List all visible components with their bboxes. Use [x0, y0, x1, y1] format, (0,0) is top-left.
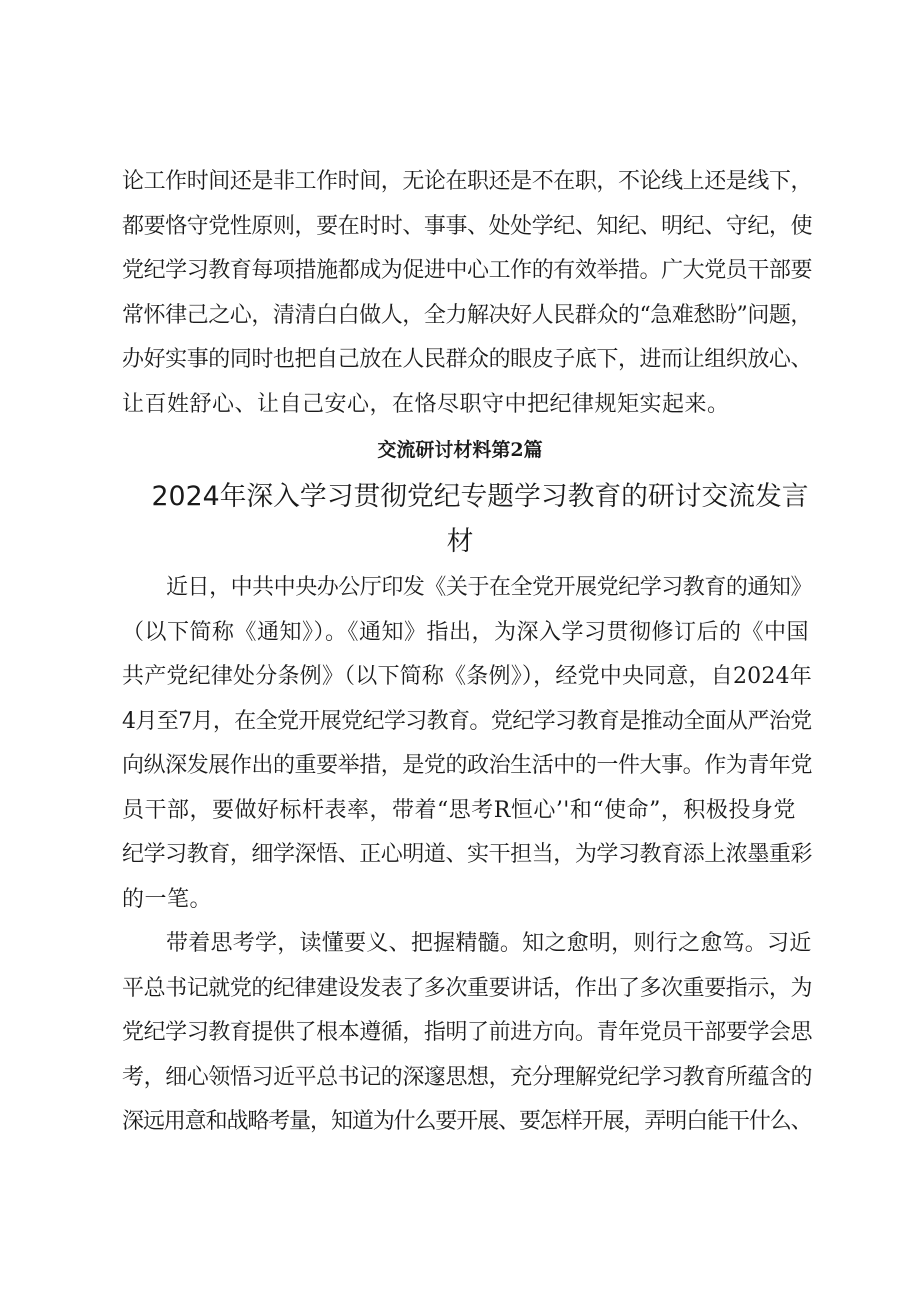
paragraph2-line-5: 深远用意和战略考量，知道为什么要开展、要怎样开展，弄明白能干什么、 [122, 1109, 812, 1134]
continuation-line-2: 都要恪守党性原则，要在时时、事事、处处学纪、知纪、明纪、守纪，使 [122, 214, 813, 239]
paragraph2-line-1: 带着思考学，读懂要义、把握精髓。知之愈明，则行之愈笃。习近 [166, 931, 812, 956]
paragraph1-line-8: 的一笔。 [122, 887, 213, 912]
paragraph1-line-4: 4月至7月，在全党开展党纪学习教育。党纪学习教育是推动全面从严治党 [122, 709, 812, 734]
paragraph2-line-3: 党纪学习教育提供了根本遵循，指明了前进方向。青年党员干部要学会思 [122, 1020, 813, 1045]
section-heading: 交流研讨材料第2篇 [377, 439, 543, 461]
continuation-line-5: 办好实事的同时也把自己放在人民群众的眼皮子底下，进而让组织放心、 [122, 347, 813, 372]
paragraph1-line-3: 共产党纪律处分条例》（以下简称《条例》），经党中央同意，自2024年 [122, 664, 812, 689]
paragraph1-line-6: 员干部，要做好标杆表率，带着“思考R恒心’'和“使命”，积极投身党 [122, 798, 796, 823]
article-title-line-2: 材 [446, 526, 474, 557]
continuation-line-3: 党纪学习教育每项措施都成为促进中心工作的有效举措。广大党员干部要 [122, 258, 813, 283]
paragraph2-line-2: 平总书记就党的纪律建设发表了多次重要讲话，作出了多次重要指示，为 [122, 976, 813, 1001]
continuation-line-4: 常怀律己之心，清清白白做人，全力解决好人民群众的“急难愁盼”问题， [122, 303, 812, 328]
paragraph1-line-5: 向纵深发展作出的重要举措，是党的政治生活中的一件大事。作为青年党 [122, 753, 813, 778]
continuation-line-6: 让百姓舒心、让自己安心，在恪尽职守中把纪律规矩实起来。 [122, 392, 730, 417]
paragraph2-line-4: 考，细心领悟习近平总书记的深邃思想，充分理解党纪学习教育所蕴含的 [122, 1065, 813, 1090]
continuation-line-1: 论工作时间还是非工作时间，无论在职还是不在职，不论线上还是线下， [122, 169, 813, 194]
paragraph1-line-7: 纪学习教育，细学深悟、正心明道、实干担当，为学习教育添上浓墨重彩 [122, 842, 813, 867]
article-title-line-1: 2024年深入学习贯彻党纪专题学习教育的研讨交流发言 [151, 481, 809, 512]
paragraph1-line-1: 近日，中共中央办公厅印发《关于在全党开展党纪学习教育的通知》 [166, 575, 813, 600]
paragraph1-line-2: （以下简称《通知》）。《通知》指出，为深入学习贯彻修订后的《中国 [122, 620, 810, 645]
